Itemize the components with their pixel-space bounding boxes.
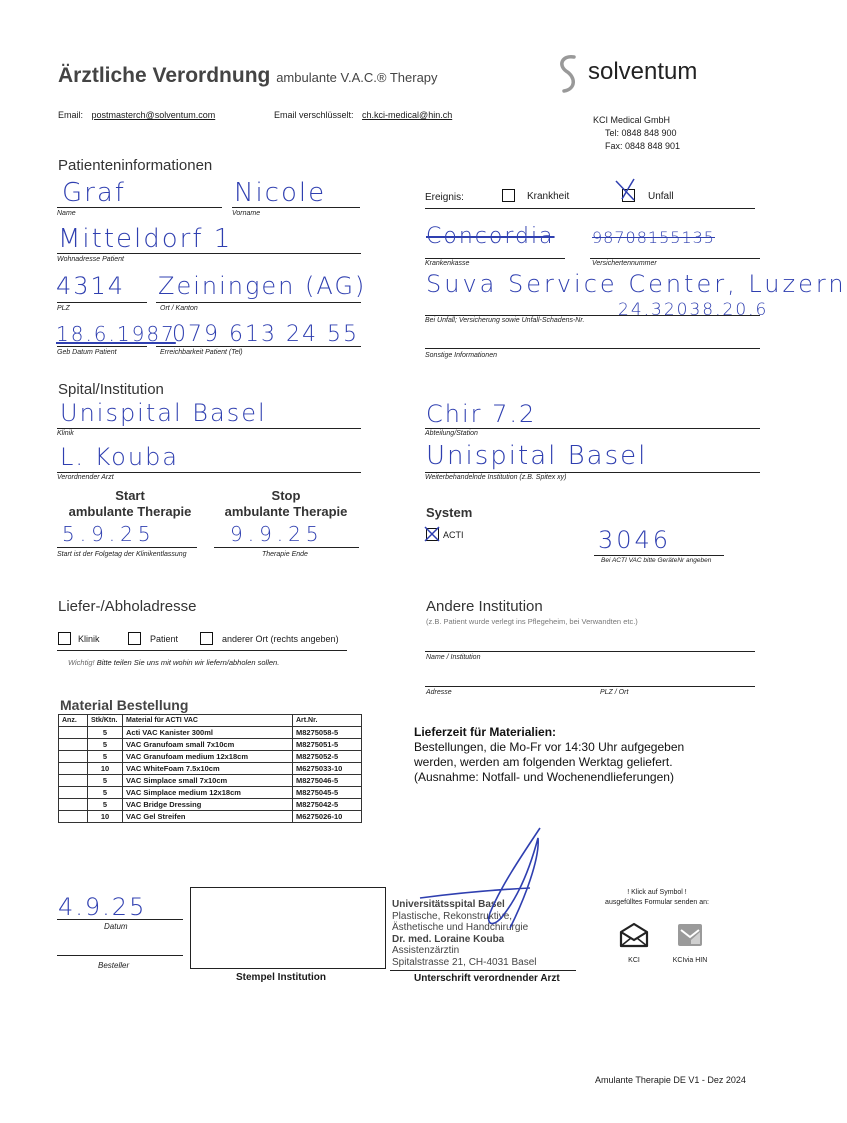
material-name-cell: VAC Simplace small 7x10cm [123,775,293,787]
patient-name-label: Name [57,210,76,217]
lieferzeit-text-2: werden, werden am folgenden Werktag geliefert. [414,755,673,769]
email-enc-row [274,110,452,120]
unfall-label: Unfall [648,191,674,202]
versicherten-value[interactable]: 98708155135 [592,228,715,247]
krankheit-checkbox[interactable] [502,189,515,202]
material-name-cell: VAC Bridge Dressing [123,799,293,811]
solventum-s-icon [552,53,586,95]
patient-ort-label: Ort / Kanton [160,305,198,312]
stempel-label: Stempel Institution [236,972,326,983]
material-row [59,727,362,739]
material-table [58,714,362,823]
klinik-value[interactable]: Unispital Basel [60,399,267,427]
kci-hin-label: KCIvia HIN [672,957,708,964]
andere-hinweis: (z.B. Patient wurde verlegt ins Pflegeheim, bei Verwandten etc.) [426,617,638,626]
stamp-line-4: Dr. med. Loraine Kouba [392,933,505,945]
material-anz-cell[interactable] [59,763,88,775]
krankenkasse-label: Krankenkasse [425,260,470,267]
liefer-klinik-label: Klinik [78,634,100,644]
ereignis-label: Ereignis: [425,192,464,203]
arzt-signature [390,818,590,938]
material-art-cell: M8275046-5 [293,775,362,787]
material-row [59,811,362,823]
arzt-label: Verordnender Arzt [57,474,114,481]
stamp-line-5: Assistenzärztin [392,945,460,956]
patient-geb-label: Geb Datum Patient [57,349,117,356]
material-stk-cell: 5 [88,739,123,751]
material-art-cell: M8275051-5 [293,739,362,751]
col-stk: Stk/Ktn. [88,715,123,727]
material-header-row [59,715,362,727]
logo-text: solventum [588,58,698,85]
liefer-anderer-label: anderer Ort (rechts angeben) [222,634,339,644]
stop-heading [214,488,358,520]
lieferzeit-title: Lieferzeit für Materialien: [414,725,557,739]
unterschrift-label: Unterschrift verordnender Arzt [414,973,560,984]
kci-label: KCI [628,957,640,964]
stop-date-label: Therapie Ende [262,551,308,558]
stamp-line-2: Plastische, Rekonstruktive, [392,910,513,922]
envelope-icon [619,922,649,948]
material-stk-cell: 5 [88,799,123,811]
stamp-line-6: Spitalstrasse 21, CH-4031 Basel [392,956,537,968]
material-art-cell: M6275033-10 [293,763,362,775]
system-heading: System [426,505,473,520]
unfall-nr-value[interactable]: 24.32038.20.6 [618,300,769,320]
patient-adresse-label: Wohnadresse Patient [57,256,124,263]
liefer-anderer-checkbox[interactable] [200,632,213,645]
material-art-cell: M8275042-5 [293,799,362,811]
liefer-hinweis-bold: Wichtig! [68,658,95,667]
material-art-cell: M6275026-10 [293,811,362,823]
material-stk-cell: 10 [88,763,123,775]
stop-heading-1: Stop [271,488,301,503]
material-name-cell: Acti VAC Kanister 300ml [123,727,293,739]
material-name-cell: VAC Simplace medium 12x18cm [123,787,293,799]
stamp-line-1: Universitätsspital Basel [392,899,505,910]
andere-adresse-label: Adresse [426,689,452,696]
material-stk-cell: 5 [88,787,123,799]
hin-mail-icon [676,922,704,948]
abteilung-value[interactable]: Chir 7.2 [426,400,537,428]
material-heading: Material Bestellung [60,697,189,713]
start-heading-2: ambulante Therapie [68,504,192,519]
version-label: Amulante Therapie DE V1 - Dez 2024 [595,1075,746,1085]
acti-checkbox[interactable] [426,528,439,541]
material-name-cell: VAC Granufoam medium 12x18cm [123,751,293,763]
send-hint: ausgefülltes Formular senden an: [605,899,709,906]
material-art-cell: M8275052-5 [293,751,362,763]
material-anz-cell[interactable] [59,751,88,763]
col-material: Material für ACTI VAC [123,715,293,727]
start-heading [58,488,202,520]
patient-geb-value[interactable]: 18.6.1987 [56,322,176,346]
klick-hint: ! Klick auf Symbol ! [627,889,687,896]
patient-plz-label: PLZ [57,305,70,312]
material-row [59,799,362,811]
liefer-hinweis [68,658,279,667]
unfall-check-mark-icon [620,185,633,198]
material-name-cell: VAC Granufoam small 7x10cm [123,739,293,751]
acti-label: ACTI [443,530,464,540]
patient-heading: Patienteninformationen [58,157,213,174]
company-tel: Tel: 0848 848 900 [605,128,677,138]
email-link[interactable]: postmasterch@solventum.com [91,110,216,120]
weiterbehandelnde-value[interactable]: Unispital Basel [426,441,648,471]
material-anz-cell[interactable] [59,799,88,811]
material-anz-cell[interactable] [59,775,88,787]
datum-value[interactable]: 4.9.25 [58,893,147,921]
email-enc-label: Email verschlüsselt: [274,110,354,120]
patient-ort-value[interactable]: Zeiningen (AG) [158,272,367,300]
material-anz-cell[interactable] [59,811,88,823]
patient-tel-label: Erreichbarkeit Patient (Tel) [160,349,243,356]
stamp-line-3: Ästhetische und Handchirurgie [392,922,529,933]
material-anz-cell[interactable] [59,739,88,751]
email-label: Email: [58,110,84,120]
weiterbehandelnde-label: Weiterbehandelnde Institution (z.B. Spitex xy) [425,474,567,481]
material-row [59,751,362,763]
kci-mail-button[interactable] [618,922,650,964]
start-heading-1: Start [115,488,145,503]
liefer-klinik-checkbox[interactable] [58,632,71,645]
stempel-box[interactable] [190,887,386,969]
kci-hin-button[interactable] [670,922,710,964]
besteller-label: Besteller [98,961,130,970]
material-art-cell: M8275058-5 [293,727,362,739]
versicherten-label: Versichertennummer [592,260,657,267]
unfall-versicherung-label: Bei Unfall; Versicherung sowie Unfall-Schadens-Nr. [425,317,585,324]
unfall-checkbox[interactable] [622,189,635,202]
material-name-cell: VAC WhiteFoam 7.5x10cm [123,763,293,775]
material-name-cell: VAC Gel Streifen [123,811,293,823]
andere-name-label: Name / Institution [426,654,481,661]
patient-vorname-value[interactable]: Nicole [234,178,327,208]
stop-date-value[interactable]: 9.9.25 [230,522,324,546]
spital-heading: Spital/Institution [58,381,164,398]
lieferzeit-box [414,725,684,785]
material-stk-cell: 5 [88,751,123,763]
company-name: KCI Medical GmbH [593,115,671,125]
send-form-info [592,888,722,908]
patient-adresse-value[interactable]: Mitteldorf 1 [58,224,233,254]
patient-tel-value[interactable]: 079 613 24 55 [172,322,359,347]
lieferzeit-text-1: Bestellungen, die Mo-Fr vor 14:30 Uhr aufgegeben [414,740,685,754]
material-art-cell: M8275045-5 [293,787,362,799]
krankheit-label: Krankheit [527,191,570,202]
patient-plz-value[interactable]: 4314 [56,272,126,300]
material-row [59,739,362,751]
material-anz-cell[interactable] [59,727,88,739]
andere-heading: Andere Institution [426,598,543,615]
solventum-logo [552,53,586,100]
start-date-label: Start ist der Folgetag der Klinikentlassung [57,551,187,558]
col-anz: Anz. [59,715,88,727]
andere-plz-label: PLZ / Ort [600,689,629,696]
title-sub: ambulante V.A.C.® Therapy [276,70,438,85]
stop-heading-2: ambulante Therapie [224,504,348,519]
material-stk-cell: 5 [88,775,123,787]
material-row [59,787,362,799]
liefer-hinweis-text: Bitte teilen Sie uns mit wohin wir liefern/abholen sollen. [96,658,280,667]
col-artnr: Art.Nr. [293,715,362,727]
lieferzeit-text-3: (Ausnahme: Notfall- und Wochenendlieferungen) [414,770,674,784]
material-row [59,775,362,787]
krankenkasse-value[interactable]: Concordia [426,224,555,249]
sonstige-label: Sonstige Informationen [425,352,497,359]
patient-name-value[interactable]: Graf [62,178,126,208]
form-title [58,64,438,88]
liefer-heading: Liefer-/Abholadresse [58,598,197,615]
patient-vorname-label: Vorname [232,210,261,217]
email-enc-link[interactable]: ch.kci-medical@hin.ch [362,110,453,120]
material-stk-cell: 10 [88,811,123,823]
company-fax: Fax: 0848 848 901 [605,141,681,151]
email-row [58,110,215,120]
datum-label: Datum [104,922,128,931]
geraet-nr-value[interactable]: 3046 [598,526,672,554]
material-row [59,763,362,775]
unfall-versicherung-value[interactable]: Suva Service Center, Luzern [426,270,847,298]
arzt-value[interactable]: L. Kouba [60,443,180,471]
company-info [593,114,680,153]
start-date-value[interactable]: 5.9.25 [62,522,156,546]
liefer-patient-checkbox[interactable] [128,632,141,645]
abteilung-label: Abteilung/Station [425,430,478,437]
material-stk-cell: 5 [88,727,123,739]
geraet-nr-label: Bei ACTI VAC bitte GeräteNr angeben [601,557,712,564]
acti-check-mark-icon [425,527,438,540]
klinik-label: Klinik [57,430,74,437]
material-anz-cell[interactable] [59,787,88,799]
title-main: Ärztliche Verordnung [58,64,271,87]
liefer-patient-label: Patient [150,634,179,644]
